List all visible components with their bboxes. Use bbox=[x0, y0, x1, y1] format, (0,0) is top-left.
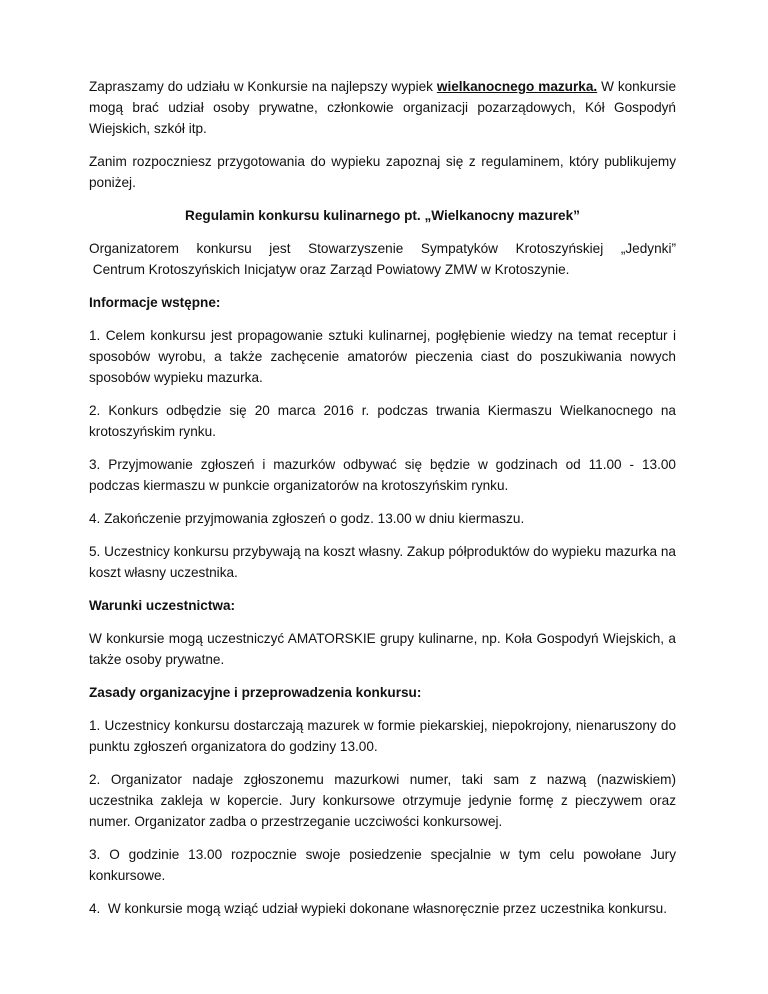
info-item-4: 4. Zakończenie przyjmowania zgłoszeń o godz. 13.00 w dniu kiermaszu. bbox=[89, 511, 525, 526]
section-heading-rules: Zasady organizacyjne i przeprowadzenia konkursu: bbox=[89, 685, 422, 700]
info-item-1: 1. Celem konkursu jest propagowanie sztuki kulinarnej, pogłębienie wiedzy na temat receptur i sposobów wyrobu, a także zachęcenie amatorów pieczenia ciast do poszukiwania nowych sposobów wypieku mazurka. bbox=[89, 328, 676, 385]
document-page bbox=[89, 76, 676, 931]
organizer-paragraph bbox=[89, 238, 676, 280]
intro-paragraph bbox=[89, 76, 676, 139]
intro-text: Zapraszamy do udziału w Konkursie na najlepszy wypiek bbox=[89, 79, 437, 94]
info-item-3: 3. Przyjmowanie zgłoszeń i mazurków odbywać się będzie w godzinach od 11.00 - 13.00 podczas kiermaszu w punkcie organizatorów na krotoszyńskim rynku. bbox=[89, 457, 676, 493]
info-item-5: 5. Uczestnicy konkursu przybywają na koszt własny. Zakup półproduktów do wypieku mazurka na koszt własny uczestnika. bbox=[89, 544, 676, 580]
rules-title: Regulamin konkursu kulinarnego pt. „Wielkanocny mazurek” bbox=[185, 208, 580, 223]
section-heading-info: Informacje wstępne: bbox=[89, 295, 221, 310]
conditions-item-1: W konkursie mogą uczestniczyć AMATORSKIE grupy kulinarne, np. Koła Gospodyń Wiejskich, a także osoby prywatne. bbox=[89, 631, 676, 667]
intro-paragraph-2: Zanim rozpoczniesz przygotowania do wypieku zapoznaj się z regulaminem, który publikujemy poniżej. bbox=[89, 154, 676, 190]
rules-item-2: 2. Organizator nadaje zgłoszonemu mazurkowi numer, taki sam z nazwą (nazwiskiem) uczestnika zakleja w kopercie. Jury konkursowe otrzymuje jedynie formę z pieczywem oraz numer. Organizator zadba o przestrzeganie uczciwości konkursowej. bbox=[89, 772, 676, 829]
rules-item-1: 1. Uczestnicy konkursu dostarczają mazurek w formie piekarskiej, niepokrojony, nienaruszony do punktu zgłoszeń organizatora do godziny 13.00. bbox=[89, 718, 676, 754]
intro-text-rest: W konkursie mogą brać udział osoby prywatne, członkowie organizacji pozarządowych, Kół Gospodyń Wiejskich, szkół itp. bbox=[89, 79, 676, 136]
info-item-2: 2. Konkurs odbędzie się 20 marca 2016 r. podczas trwania Kiermaszu Wielkanocnego na krotoszyńskim rynku. bbox=[89, 403, 676, 439]
organizer-line-2: Centrum Krotoszyńskich Inicjatyw oraz Zarząd Powiatowy ZMW w Krotoszynie. bbox=[89, 262, 570, 277]
rules-item-4: 4. W konkursie mogą wziąć udział wypieki dokonane własnoręcznie przez uczestnika konkursu. bbox=[89, 901, 668, 916]
organizer-line-1: Organizatorem konkursu jest Stowarzyszenie Sympatyków Krotoszyńskiej „Jedynki” bbox=[89, 241, 676, 256]
section-heading-conditions: Warunki uczestnictwa: bbox=[89, 598, 236, 613]
intro-emphasis: wielkanocnego mazurka. bbox=[436, 79, 598, 94]
rules-item-3: 3. O godzinie 13.00 rozpocznie swoje posiedzenie specjalnie w tym celu powołane Jury konkursowe. bbox=[89, 847, 676, 883]
